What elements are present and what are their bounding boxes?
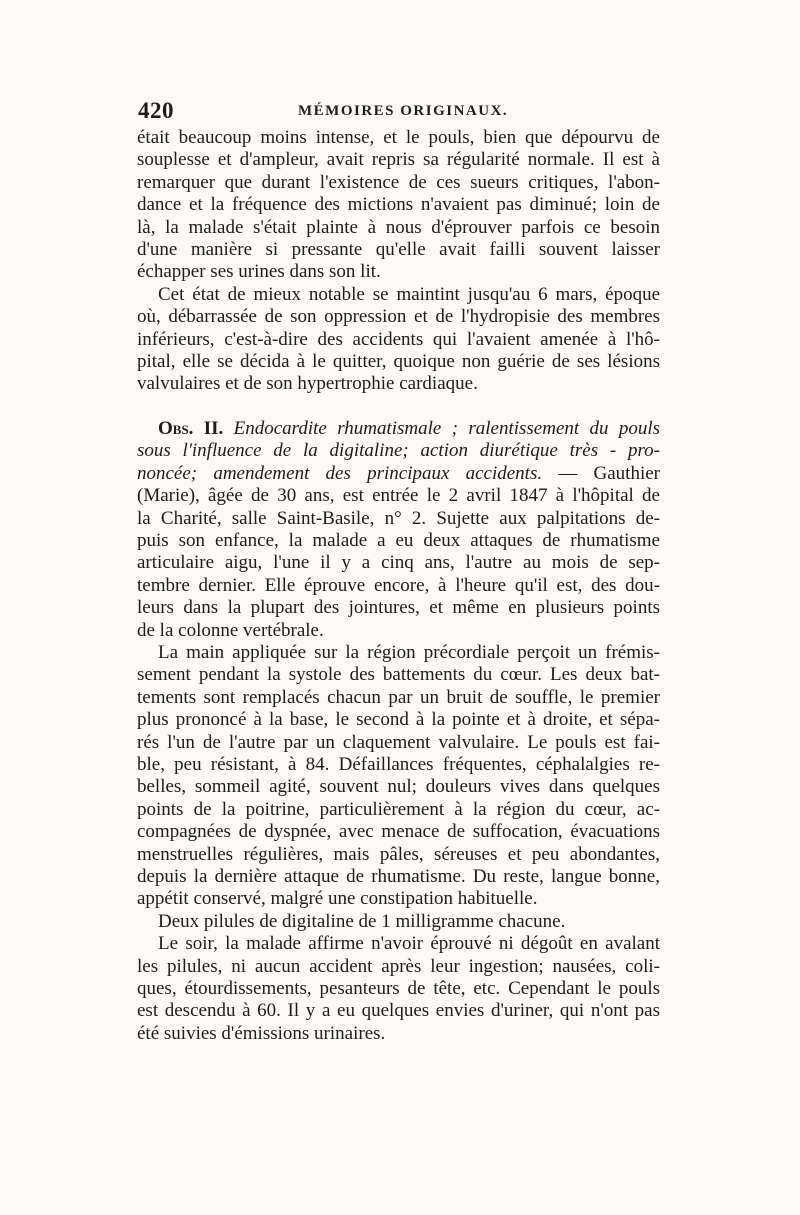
text-line: ques, étourdissements, pesanteurs de tête, etc. Cependant le pouls bbox=[137, 978, 660, 1000]
text-line: (Marie), âgée de 30 ans, est entrée le 2 avril 1847 à l'hôpital de bbox=[137, 485, 660, 507]
text-line: leurs dans la plupart des jointures, et même en plusieurs points bbox=[137, 597, 660, 619]
observation-heading-line bbox=[137, 463, 660, 485]
text-line: de la colonne vertébrale. bbox=[137, 619, 324, 641]
observation-label: Obs. II. bbox=[158, 417, 224, 439]
text-line: valvulaires et de son hypertrophie cardiaque. bbox=[137, 373, 478, 395]
text-line: d'une manière si pressante qu'elle avait failli souvent laisser bbox=[137, 239, 660, 261]
text-line: échapper ses urines dans son lit. bbox=[137, 261, 381, 283]
observation-title-continued: sous l'influence de la digitaline; action diurétique très - pro- bbox=[137, 440, 660, 462]
text-line: sement pendant la systole des battements du cœur. Les deux bat- bbox=[137, 664, 660, 686]
paragraph-4 bbox=[137, 642, 660, 911]
text-line: menstruelles régulières, mais pâles, séreuses et peu abondantes, bbox=[137, 843, 660, 865]
text-line: été suivies d'émissions urinaires. bbox=[137, 1022, 386, 1044]
running-title: MÉMOIRES ORIGINAUX. bbox=[298, 103, 509, 119]
text-line: appétit conservé, malgré une constipation habituelle. bbox=[137, 888, 538, 910]
text-line: était beaucoup moins intense, et le pouls, bien que dépourvu de bbox=[137, 127, 660, 148]
text-line: est descendu à 60. Il y a eu quelques envies d'uriner, qui n'ont pas bbox=[137, 1000, 660, 1022]
paragraph-1 bbox=[137, 127, 660, 284]
text-line: puis son enfance, la malade a eu deux attaques de rhumatisme bbox=[137, 529, 660, 551]
text-line: belles, sommeil agité, souvent nul; douleurs vives dans quelques bbox=[137, 776, 660, 798]
text-line: Le soir, la malade affirme n'avoir éprouvé ni dégoût en avalant bbox=[158, 933, 660, 955]
text-line: tements sont remplacés chacun par un bruit de souffle, le premier bbox=[137, 686, 660, 708]
paragraph-6 bbox=[137, 933, 660, 1045]
paragraph-2 bbox=[137, 284, 660, 396]
text-line: articulaire aigu, l'une il y a cinq ans, l'autre au mois de sep- bbox=[137, 552, 660, 574]
text-line: depuis la dernière attaque de rhumatisme. Du reste, langue bonne, bbox=[137, 866, 660, 887]
page-header bbox=[138, 98, 658, 128]
text-line: Deux pilules de digitaline de 1 milligramme chacune. bbox=[158, 910, 566, 932]
observation-title-end: noncée; amendement des principaux accidents. bbox=[137, 462, 543, 484]
text-line: points de la poitrine, particulièrement à la région du cœur, ac- bbox=[137, 798, 660, 820]
text-line: souplesse et d'ampleur, avait repris sa régularité normale. Il est à bbox=[137, 149, 660, 171]
patient-name: — Gauthier bbox=[542, 462, 660, 484]
text-line: Cet état de mieux notable se maintint jusqu'au 6 mars, époque bbox=[158, 283, 660, 305]
paragraph-5 bbox=[137, 911, 660, 933]
text-line: remarquer que durant l'existence de ces sueurs critiques, l'abon- bbox=[137, 171, 660, 193]
observation-2 bbox=[137, 418, 660, 642]
observation-heading-line bbox=[137, 418, 660, 440]
text-line: rés l'un de l'autre par un claquement valvulaire. Le pouls est fai- bbox=[137, 731, 660, 753]
observation-heading-line bbox=[137, 440, 660, 462]
text-line: plus prononcé à la base, le second à la pointe et à droite, et sépa- bbox=[137, 709, 660, 731]
text-line: là, la malade s'était plainte à nous d'éprouver parfois ce besoin bbox=[137, 216, 660, 238]
text-line: La main appliquée sur la région précordiale perçoit un frémis- bbox=[158, 641, 660, 663]
text-line: dance et la fréquence des mictions n'avaient pas diminué; loin de bbox=[137, 194, 660, 216]
section-gap bbox=[137, 396, 660, 418]
text-line: la Charité, salle Saint-Basile, n° 2. Sujette aux palpitations de- bbox=[137, 507, 660, 529]
text-line: pital, elle se décida à le quitter, quoique non guérie de ses lésions bbox=[137, 351, 660, 373]
text-line: inférieurs, c'est-à-dire des accidents qui l'avaient amenée à l'hô- bbox=[137, 328, 660, 350]
text-line: compagnées de dyspnée, avec menace de suffocation, évacuations bbox=[137, 821, 660, 843]
text-line: les pilules, ni aucun accident après leur ingestion; nausées, coli- bbox=[137, 955, 660, 977]
text-line: tembre dernier. Elle éprouve encore, à l'heure qu'il est, des dou- bbox=[137, 574, 660, 596]
text-line: ble, peu résistant, à 84. Défaillances fréquentes, céphalalgies re- bbox=[137, 753, 660, 775]
body-text bbox=[137, 127, 660, 1045]
page-number: 420 bbox=[138, 98, 174, 123]
observation-title: Endocardite rhumatismale ; ralentissement du pouls bbox=[223, 417, 660, 439]
text-line: où, débarrassée de son oppression et de l'hydropisie des membres bbox=[137, 306, 660, 328]
